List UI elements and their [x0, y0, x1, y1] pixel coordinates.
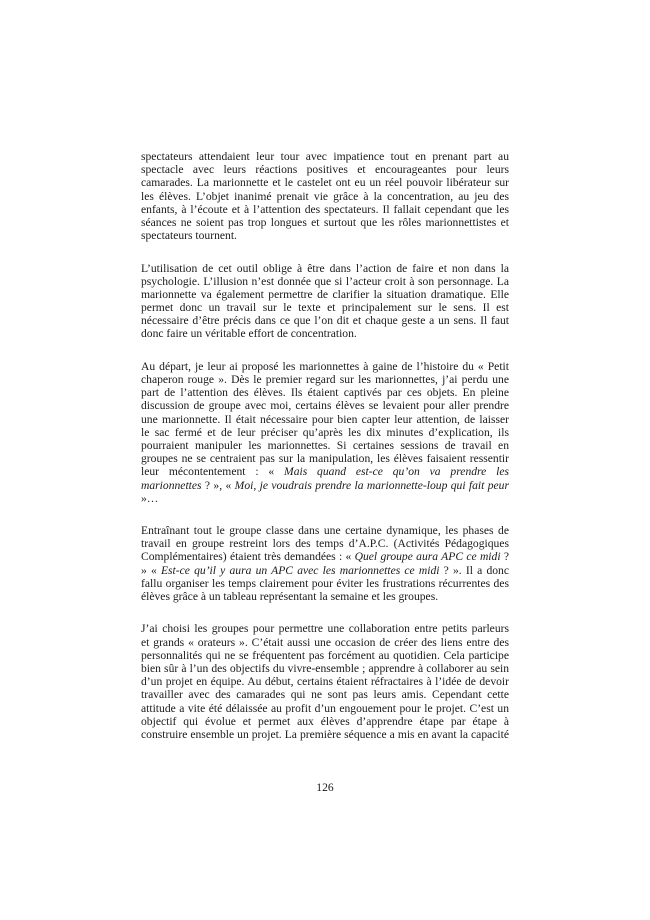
text-line [141, 479, 509, 492]
text-run: objectif qui évolue et permet aux élèves d’apprendre étape par étape à [141, 714, 509, 728]
text-line [141, 426, 509, 439]
text-line [141, 413, 509, 426]
text-run: donc faire un véritable effort de concentration. [141, 327, 357, 341]
text-line [141, 327, 509, 340]
text-line [141, 163, 509, 176]
text-line [141, 622, 509, 635]
page-number: 126 [316, 781, 334, 794]
text-run: chaperon rouge ». Dès le premier regard sur les marionnettes, j’ai perdu une [141, 373, 509, 386]
text-line [141, 176, 509, 189]
text-line [141, 190, 509, 203]
paragraph [141, 524, 509, 603]
text-run: enfants, à l’écoute et à l’attention des spectateurs. Il fallait cependant que les [141, 202, 509, 216]
text-line [141, 492, 509, 505]
italic-quote: marionnettes [141, 478, 202, 492]
text-run: Complémentaires) étaient très demandées : « [141, 550, 355, 564]
italic-quote: Quel groupe aura APC ce midi [354, 550, 501, 564]
text-line [141, 675, 509, 688]
text-run: pourraient manipuler les marionnettes. Si certaines sessions de travail en [141, 438, 509, 452]
text-line [141, 439, 509, 452]
text-line [141, 649, 509, 662]
text-line [141, 662, 509, 675]
text-line [141, 229, 509, 242]
text-line [141, 314, 509, 327]
text-run: Entraînant tout le groupe classe dans une certaine dynamique, les phases de [141, 524, 509, 538]
text-run: les élèves. L’objet inanimé prenait vie grâce à la concentration, au jeu des [141, 189, 509, 203]
text-run: spectacle avec leurs réactions positives et encourageantes pour leurs [141, 163, 509, 177]
text-run: spectateurs tournent. [141, 229, 237, 243]
text-run: marionnette va également permettre de clarifier la situation dramatique. Elle [141, 287, 509, 301]
text-run: »… [141, 491, 159, 505]
text-run: et grands « orateurs ». C’était aussi une occasion de créer des liens entre des [141, 635, 509, 649]
text-run: séances ne soient pas trop longues et surtout que les rôles marionnettistes et [141, 215, 509, 229]
text-run: nécessaire d’être précis dans ce que l’on dit et chaque geste a un sens. Il faut [141, 314, 509, 328]
text-run: bien sûr à l’un des objectifs du vivre-ensemble ; apprendre à collaborer au sein [141, 661, 509, 675]
text-run: ? [500, 550, 510, 564]
text-line [141, 360, 509, 373]
text-run: L’utilisation de cet outil oblige à être dans l’action de faire et non dans la [141, 261, 509, 275]
text-run: spectateurs attendaient leur tour avec impatience tout en prenant part au [141, 150, 509, 163]
text-run: ? », « [201, 478, 235, 492]
paragraph [141, 262, 509, 341]
text-run: discussion de groupe avec moi, certains élèves se levaient pour aller prendre [141, 399, 509, 413]
paragraph [141, 150, 509, 242]
text-run: une marionnette. Il était nécessaire pour bien capter leur attention, de laisser [141, 412, 509, 426]
text-line [141, 386, 509, 399]
text-line [141, 564, 509, 577]
text-run: élèves grâce à un tableau représentant la semaine et les groupes. [141, 590, 439, 603]
text-run: J’ai choisi les groupes pour permettre une collaboration entre petits parleurs [141, 622, 509, 636]
text-line [141, 636, 509, 649]
text-line [141, 550, 509, 563]
text-line [141, 465, 509, 478]
text-line [141, 452, 509, 465]
text-run: camarades. La marionnette et le castelet ont eu un réel pouvoir libérateur sur [141, 176, 509, 190]
text-run: construire ensemble un projet. La première séquence a mis en avant la capacité [141, 727, 509, 741]
text-run: » « [141, 563, 161, 577]
text-run: groupes ne se centraient pas sur la manipulation, les élèves faisaient ressentir [141, 452, 509, 466]
body-text [141, 150, 509, 760]
text-run: attitude a vite été délaissée au profit d’un engouement pour le projet. C’est un [141, 701, 509, 715]
paragraph [141, 622, 509, 741]
text-run: travailler avec des camarades qui ne sont pas leurs amis. Cependant cette [141, 688, 509, 702]
text-line [141, 399, 509, 412]
text-run: personnalités qui ne se fréquentent pas forcément au quotidien. Cela participe [141, 648, 509, 662]
text-line [141, 688, 509, 701]
text-run: travail en groupe restreint lors des temps d’A.P.C. (Activités Pédagogiques [141, 537, 509, 551]
text-line [141, 203, 509, 216]
italic-quote: Est-ce qu’il y aura un APC avec les marionnettes ce midi [160, 563, 440, 577]
text-line [141, 702, 509, 715]
paragraph [141, 360, 509, 505]
text-run: fallu organiser les temps clairement pour éviter les frustrations récurrentes des [141, 576, 509, 590]
text-line [141, 275, 509, 288]
text-line [141, 524, 509, 537]
text-line [141, 577, 509, 590]
italic-quote: Mais quand est-ce qu’on va prendre les [284, 465, 509, 479]
text-run: psychologie. L’illusion n’est donnée que si l’acteur croit à son personnage. La [141, 274, 509, 288]
text-line [141, 150, 509, 163]
text-line [141, 537, 509, 550]
text-run: ? ». Il a donc [439, 563, 509, 577]
text-run: le sac fermé et de leur préciser qu’après les dix minutes d’explication, ils [141, 425, 509, 439]
text-line [141, 728, 509, 741]
text-line [141, 288, 509, 301]
text-run: part de l’attention des élèves. Ils étaient captivés par ces objets. En pleine [141, 386, 509, 400]
text-run: Au départ, je leur ai proposé les marionnettes à gaine de l’histoire du « Petit [141, 359, 509, 373]
italic-quote: Moi, je voudrais prendre la marionnette-loup qui fait peur [234, 478, 509, 492]
text-line [141, 301, 509, 314]
text-line [141, 262, 509, 275]
text-line [141, 715, 509, 728]
text-line [141, 590, 509, 603]
text-run: leur mécontentement : « [141, 465, 285, 479]
text-run: permet donc un travail sur le texte et principalement sur le sens. Il est [141, 301, 509, 315]
text-line [141, 373, 509, 386]
text-run: d’un projet en équipe. Au début, certains étaient réfractaires à l’idée de devoir [141, 675, 509, 689]
text-line [141, 216, 509, 229]
